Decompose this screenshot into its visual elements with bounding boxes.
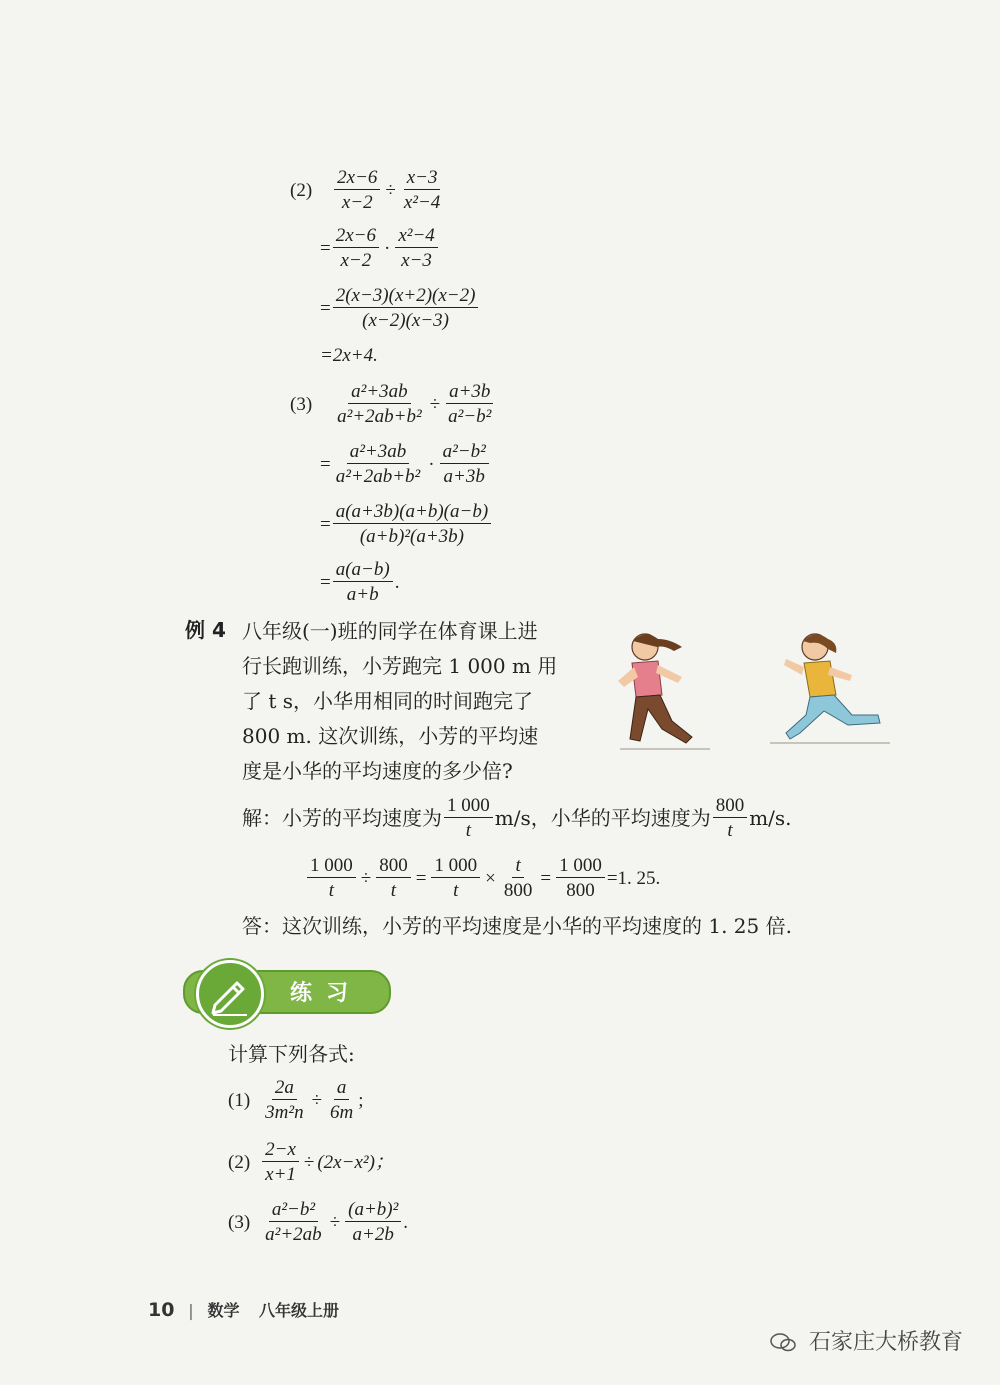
numerator: a²+3ab	[347, 442, 410, 464]
denominator: x−2	[340, 250, 372, 271]
numerator: 1 000	[444, 796, 493, 818]
numerator: 800	[376, 856, 411, 878]
denominator: a²+2ab+b²	[335, 466, 421, 487]
part3-line1	[290, 382, 496, 426]
fraction	[713, 796, 748, 840]
operator: ÷	[311, 1089, 323, 1111]
item-end: .	[403, 1211, 409, 1233]
denominator: (a+b)²(a+3b)	[359, 526, 465, 547]
operator: ·	[383, 237, 391, 259]
denominator: 3m²n	[265, 1102, 304, 1123]
numerator: t	[512, 856, 523, 878]
operator: ÷	[329, 1211, 341, 1233]
watermark	[770, 1325, 963, 1356]
equals: =	[540, 867, 552, 889]
numerator: a	[334, 1078, 350, 1100]
numerator: a(a−b)	[333, 560, 393, 582]
fraction	[445, 382, 494, 426]
operator: ÷	[303, 1151, 315, 1173]
equals: =	[415, 867, 427, 889]
denominator: t	[727, 820, 733, 841]
page-number: 10	[148, 1299, 175, 1321]
denominator: a+b	[346, 584, 379, 605]
numerator: 2−x	[262, 1140, 299, 1162]
numerator: 800	[713, 796, 748, 818]
denominator: x+1	[265, 1164, 296, 1185]
fraction	[333, 442, 424, 486]
fraction	[327, 1078, 356, 1122]
numerator: a²−b²	[269, 1200, 318, 1222]
fraction	[334, 168, 380, 212]
numerator: 2(x−3)(x+2)(x−2)	[333, 286, 479, 308]
girl-xiaofang-figure	[618, 634, 692, 743]
answer-line: 答：这次训练，小芳的平均速度是小华的平均速度的 1. 25 倍.	[242, 914, 792, 938]
example-line: 行长跑训练，小芳跑完 1 000 m 用	[242, 654, 558, 678]
fraction	[333, 226, 379, 270]
denominator: x²−4	[403, 192, 441, 213]
footer-subject: 数学	[207, 1301, 240, 1320]
denominator: x−3	[401, 250, 432, 271]
operator: ÷	[385, 179, 396, 201]
denominator: 800	[503, 880, 533, 901]
part2-line2	[320, 226, 440, 270]
example-line: 800 m. 这次训练，小芳的平均速	[242, 724, 539, 748]
numerator: 2a	[272, 1078, 297, 1100]
equals: =	[320, 453, 331, 475]
example-line: 八年级(一)班的同学在体育课上进	[242, 619, 538, 643]
part2-line4: =2x+4.	[320, 345, 378, 366]
numerator: a(a+3b)(a+b)(a−b)	[333, 502, 491, 524]
numerator: 2x−6	[333, 226, 379, 248]
example-text	[242, 614, 592, 789]
wechat-icon	[770, 1332, 796, 1352]
page-footer	[148, 1298, 339, 1321]
fraction	[333, 286, 479, 330]
footer-grade: 八年级上册	[259, 1301, 340, 1320]
fraction	[376, 856, 411, 900]
practice-title: 练习	[290, 981, 363, 1006]
numerator: a²+3ab	[348, 382, 411, 404]
denominator: a²−b²	[448, 406, 492, 427]
numerator: x²−4	[395, 226, 437, 248]
fraction	[333, 560, 393, 604]
numerator: (a+b)²	[345, 1200, 401, 1222]
part2-line1	[290, 168, 445, 212]
denominator: a+2b	[352, 1224, 394, 1245]
calculation-line	[305, 856, 660, 900]
fraction	[262, 1140, 299, 1184]
numerator: 1 000	[556, 856, 605, 878]
fraction	[307, 856, 356, 900]
operator: ÷	[360, 867, 372, 889]
footer-separator: |	[188, 1301, 194, 1320]
equals: =	[320, 513, 331, 535]
solution-line1	[242, 796, 792, 840]
denominator: 800	[566, 880, 595, 901]
denominator: x−2	[341, 192, 373, 213]
equals: =	[320, 237, 331, 259]
fraction	[333, 502, 491, 546]
denominator: t	[390, 880, 397, 901]
denominator: (x−2)(x−3)	[362, 310, 449, 331]
part-label: (2)	[290, 179, 313, 201]
item-end: ;	[358, 1089, 364, 1111]
numerator: a+3b	[446, 382, 493, 404]
practice-intro: 计算下列各式:	[228, 1042, 355, 1066]
equals: =	[320, 297, 331, 319]
denominator: a²+2ab	[265, 1224, 322, 1245]
numerator: 1 000	[307, 856, 356, 878]
solution-end: m/s.	[749, 806, 792, 830]
fraction	[334, 382, 425, 426]
equals: =	[320, 571, 331, 593]
practice-item-3	[228, 1200, 408, 1244]
part2-line3	[320, 286, 480, 330]
fraction	[262, 1200, 325, 1244]
denominator: a+3b	[443, 466, 485, 487]
fraction	[401, 168, 443, 212]
denominator: t	[328, 880, 335, 901]
pencil-icon	[199, 963, 261, 1025]
numerator: 1 000	[431, 856, 480, 878]
girl-xiaohua-figure	[784, 634, 880, 739]
watermark-text: 石家庄大桥教育	[809, 1330, 964, 1355]
example-line: 了 t s，小华用相同的时间跑完了	[242, 689, 534, 713]
fraction	[556, 856, 605, 900]
denominator: t	[465, 820, 472, 841]
operator: ×	[485, 867, 496, 889]
practice-icon-badge	[196, 960, 264, 1028]
item-label: (2)	[228, 1151, 251, 1173]
example-line: 度是小华的平均速度的多少倍?	[242, 759, 513, 783]
fraction	[444, 796, 493, 840]
part3-line2	[320, 442, 491, 486]
denominator: a²+2ab+b²	[337, 406, 422, 427]
operator: ·	[428, 453, 435, 475]
fraction	[262, 1078, 306, 1122]
example-label: 例 4	[185, 618, 226, 642]
operator: ÷	[429, 393, 441, 415]
part3-line3	[320, 502, 493, 546]
numerator: a²−b²	[440, 442, 489, 464]
period: .	[394, 571, 400, 593]
denominator: 6m	[330, 1102, 354, 1123]
numerator: 2x−6	[334, 168, 380, 190]
practice-item-1	[228, 1078, 364, 1122]
item-tail: (2x−x²)；	[317, 1151, 394, 1173]
solution-prefix: 解：小芳的平均速度为	[242, 806, 442, 830]
item-label: (1)	[228, 1089, 251, 1111]
result: =1. 25.	[606, 867, 661, 889]
numerator: x−3	[404, 168, 441, 190]
part3-line4	[320, 560, 399, 604]
fraction	[395, 226, 437, 270]
practice-item-2	[228, 1140, 394, 1184]
part-label: (3)	[290, 393, 313, 415]
running-girls-illustration	[600, 625, 900, 755]
solution-mid: m/s，小华的平均速度为	[494, 806, 711, 830]
fraction	[345, 1200, 401, 1244]
item-label: (3)	[228, 1211, 251, 1233]
fraction	[431, 856, 480, 900]
fraction	[440, 442, 489, 486]
fraction	[501, 856, 536, 900]
denominator: t	[453, 880, 459, 901]
